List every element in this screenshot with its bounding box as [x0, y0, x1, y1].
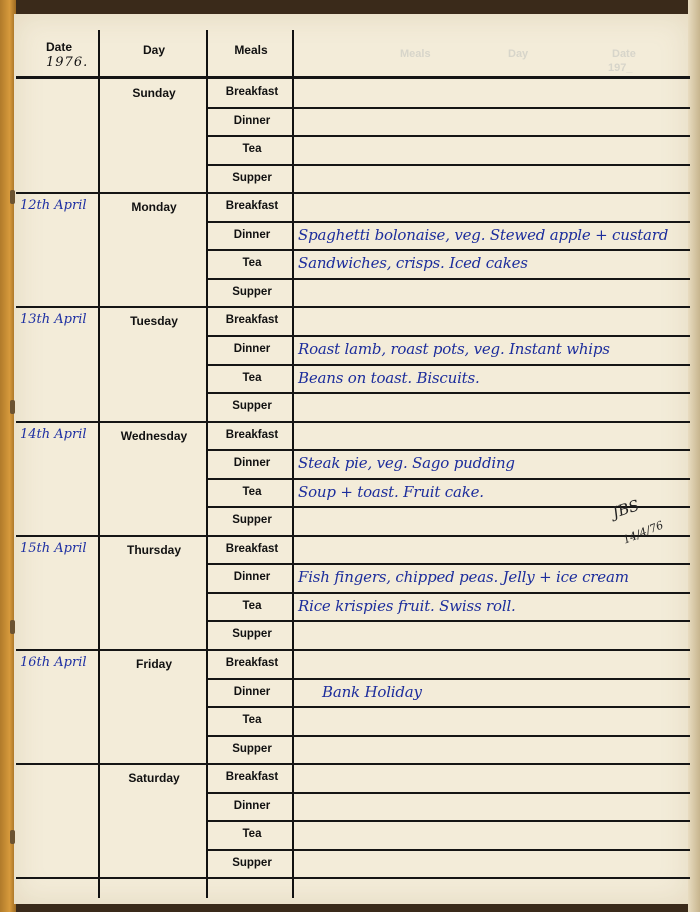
- meal-label: Dinner: [233, 457, 271, 470]
- row-line: [208, 221, 690, 223]
- meal-label: Breakfast: [225, 771, 279, 784]
- meal-label: Breakfast: [225, 657, 279, 669]
- meal-label: Tea: [242, 143, 262, 156]
- meal-label: Tea: [242, 828, 262, 841]
- row-line: [16, 535, 690, 537]
- day-label: Wednesday: [120, 428, 188, 443]
- row-line: [208, 364, 690, 366]
- meal-label: Tea: [242, 371, 262, 384]
- meal-label: Supper: [232, 285, 272, 298]
- header-rule: [16, 76, 690, 79]
- meal-label: Supper: [232, 400, 272, 413]
- date-entry: 15th April: [20, 540, 87, 556]
- column-divider: [98, 30, 100, 898]
- meal-label: Tea: [242, 485, 262, 498]
- date-entry: 16th April: [20, 655, 87, 670]
- date-entry: 14th April: [20, 426, 87, 442]
- meal-entry: Rice krispies fruit. Swiss roll.: [298, 596, 516, 615]
- ghost-day: Day: [508, 48, 529, 60]
- row-line: [208, 735, 690, 737]
- meal-label: Supper: [232, 628, 272, 641]
- meal-label: Dinner: [233, 799, 271, 812]
- meal-label: Supper: [232, 742, 272, 755]
- meal-label: Tea: [242, 714, 262, 727]
- day-label: Sunday: [132, 86, 176, 100]
- signature-initials: JBS: [609, 496, 642, 522]
- header-date: Date: [45, 40, 72, 54]
- meal-entry: Bank Holiday: [322, 682, 422, 701]
- row-line: [208, 678, 690, 680]
- row-line: [16, 192, 690, 194]
- ghost-year: 197_: [608, 62, 633, 74]
- meal-entry: Soup + toast. Fruit cake.: [298, 482, 484, 501]
- day-label: Thursday: [126, 542, 181, 557]
- binding-hole: [10, 620, 15, 634]
- row-line: [208, 820, 690, 822]
- row-line: [208, 107, 690, 109]
- day-label: Monday: [131, 200, 177, 215]
- row-line: [208, 478, 690, 480]
- ghost-date: Date: [612, 48, 636, 60]
- day-label: Saturday: [128, 771, 180, 786]
- signature-date: 14/4/76: [621, 518, 666, 547]
- meal-entry: Steak pie, veg. Sago pudding: [298, 454, 515, 473]
- meal-label: Dinner: [233, 342, 271, 355]
- ghost-meals: Meals: [400, 48, 431, 60]
- row-line: [16, 877, 690, 879]
- meal-label: Tea: [242, 257, 262, 270]
- meal-label: Breakfast: [225, 428, 279, 441]
- row-line: [208, 164, 690, 166]
- meal-label: Dinner: [233, 571, 271, 584]
- row-line: [208, 792, 690, 794]
- binding-hole: [10, 400, 15, 414]
- meal-label: Breakfast: [225, 200, 279, 213]
- row-line: [16, 763, 690, 765]
- binding-hole: [10, 830, 15, 844]
- row-line: [208, 278, 690, 280]
- row-line: [208, 449, 690, 451]
- column-divider: [206, 30, 208, 898]
- meal-label: Dinner: [233, 228, 271, 241]
- meal-label: Dinner: [233, 114, 271, 127]
- row-line: [208, 849, 690, 851]
- day-label: Friday: [135, 657, 172, 671]
- meal-entry: Fish fingers, chipped peas. Jelly + ice cream: [298, 568, 629, 587]
- meal-label: Supper: [232, 514, 272, 527]
- row-line: [208, 135, 690, 137]
- meal-label: Breakfast: [225, 86, 279, 98]
- meal-entry: Roast lamb, roast pots, veg. Instant whips: [298, 339, 610, 358]
- row-line: [208, 592, 690, 594]
- header-day: Day: [142, 43, 165, 57]
- day-label: Tuesday: [130, 314, 178, 329]
- meal-entry: Beans on toast. Biscuits.: [298, 368, 480, 387]
- row-line: [208, 563, 690, 565]
- meal-label: Tea: [242, 599, 262, 612]
- date-entry: 12th April: [20, 198, 87, 214]
- meal-label: Dinner: [233, 685, 271, 698]
- row-line: [208, 392, 690, 394]
- meal-label: Breakfast: [225, 314, 279, 327]
- row-line: [16, 649, 690, 651]
- meal-entry: Spaghetti bolonaise, veg. Stewed apple + custard: [298, 225, 669, 244]
- meal-label: Breakfast: [225, 542, 279, 555]
- row-line: [16, 421, 690, 423]
- row-line: [208, 335, 690, 337]
- meal-label: Supper: [232, 171, 272, 184]
- meal-entry: Sandwiches, crisps. Iced cakes: [298, 254, 528, 273]
- header-year: 1976.: [46, 55, 89, 70]
- row-line: [208, 620, 690, 622]
- date-entry: 13th April: [20, 312, 87, 328]
- row-line: [208, 249, 690, 251]
- row-line: [208, 706, 690, 708]
- meal-label: Supper: [232, 856, 272, 869]
- header-meals: Meals: [234, 43, 268, 57]
- binding-hole: [10, 190, 15, 204]
- row-line: [16, 306, 690, 308]
